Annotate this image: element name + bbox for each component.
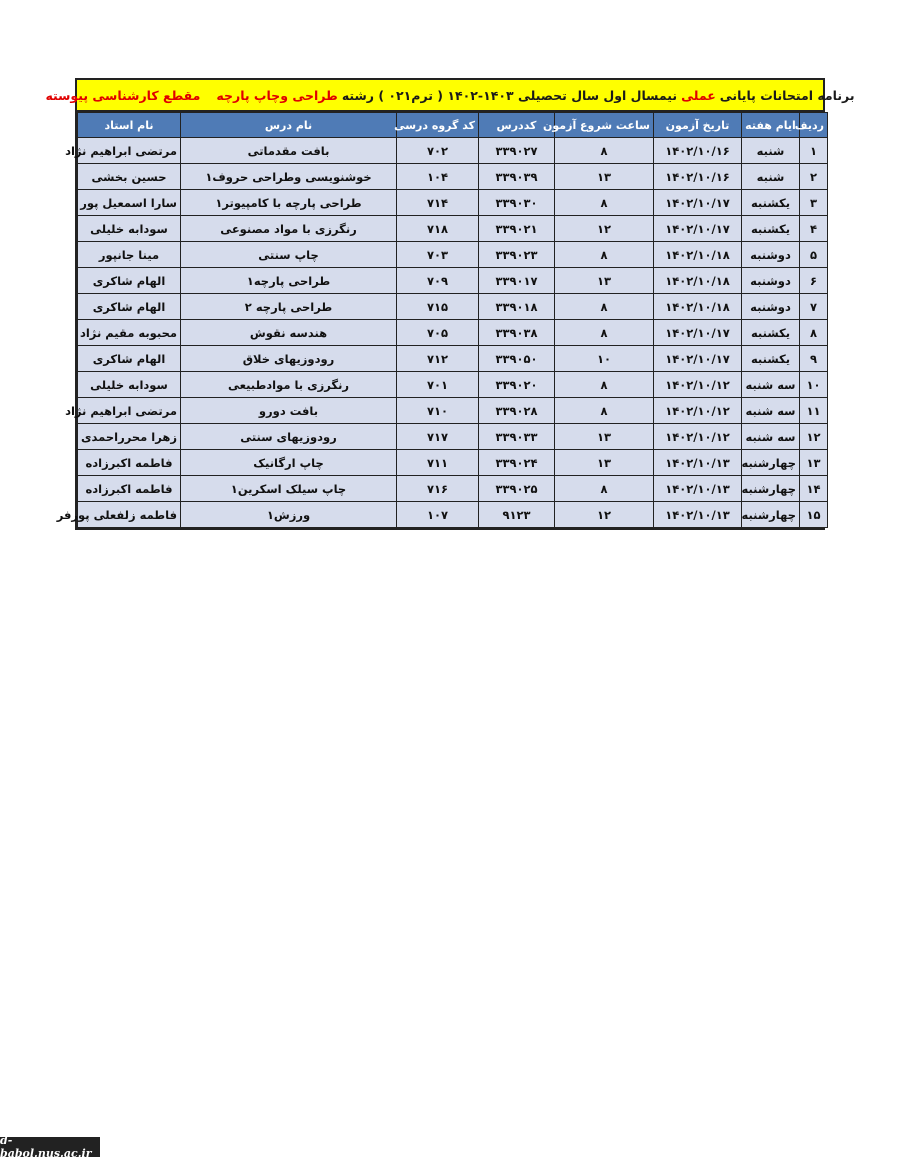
group-code-cell: ۷۱۱ [397,450,479,476]
course-code-cell: ۳۳۹۰۲۵ [479,476,555,502]
start-time-cell: ۱۰ [555,346,654,372]
course-code-cell: ۳۳۹۰۳۳ [479,424,555,450]
start-time-cell: ۸ [555,476,654,502]
course-code-cell: ۳۳۹۰۲۴ [479,450,555,476]
exam-date-cell: ۱۴۰۲/۱۰/۱۳ [654,476,742,502]
exam-table [56,112,828,528]
instructor-cell: سودابه خلیلی [78,216,181,242]
row-number-cell: ۴ [800,216,828,242]
row-number-cell: ۹ [800,346,828,372]
table-row [78,476,828,502]
row-number-cell: ۱۰ [800,372,828,398]
row-number-cell: ۱۳ [800,450,828,476]
course-name-cell: رنگرزی با مواد مصنوعی [181,216,397,242]
table-row [78,346,828,372]
weekday-cell: یکشنبه [742,190,800,216]
group-code-cell: ۷۰۵ [397,320,479,346]
table-row [78,216,828,242]
group-code-cell: ۷۱۰ [397,398,479,424]
exam-date-cell: ۱۴۰۲/۱۰/۱۶ [654,138,742,164]
weekday-cell: سه شنبه [742,424,800,450]
course-code-cell: ۳۳۹۰۲۱ [479,216,555,242]
table-body [56,138,828,528]
start-time-cell: ۱۲ [555,216,654,242]
instructor-cell: زهرا محرراحمدی [78,424,181,450]
start-time-cell: ۱۳ [555,450,654,476]
instructor-cell: فاطمه اکبرزاده [78,450,181,476]
instructor-cell: الهام شاکری [78,346,181,372]
schedule-title [45,80,855,112]
start-time-cell: ۸ [555,320,654,346]
start-time-cell: ۱۳ [555,268,654,294]
course-code-cell: ۳۳۹۰۳۰ [479,190,555,216]
row-number-cell: ۲ [800,164,828,190]
weekday-cell: چهارشنبه [742,476,800,502]
course-code-cell: ۳۳۹۰۲۷ [479,138,555,164]
title-part-5: مقطع کارشناسی پیوسته [45,87,201,103]
table-row [78,164,828,190]
start-time-cell: ۸ [555,372,654,398]
start-time-cell: ۱۳ [555,164,654,190]
group-code-cell: ۱۰۴ [397,164,479,190]
weekday-cell: یکشنبه [742,320,800,346]
exam-date-cell: ۱۴۰۲/۱۰/۱۲ [654,424,742,450]
exam-date-cell: ۱۴۰۲/۱۰/۱۸ [654,242,742,268]
exam-date-cell: ۱۴۰۲/۱۰/۱۲ [654,398,742,424]
title-part-2: عملی [681,87,716,103]
exam-date-cell: ۱۴۰۲/۱۰/۱۳ [654,502,742,528]
weekday-cell: دوشنبه [742,242,800,268]
course-name-cell: هندسه نقوش [181,320,397,346]
course-name-cell: چاپ سنتی [181,242,397,268]
start-time-cell: ۱۳ [555,424,654,450]
instructor-cell: فاطمه زلفعلی پورفر [78,502,181,528]
start-time-cell: ۸ [555,398,654,424]
course-code-cell: ۳۳۹۰۵۰ [479,346,555,372]
row-number-cell: ۷ [800,294,828,320]
start-time-cell: ۸ [555,138,654,164]
start-time-cell: ۸ [555,190,654,216]
course-name-cell: رودوزیهای سنتی [181,424,397,450]
course-name-cell: ورزش۱ [181,502,397,528]
weekday-cell: یکشنبه [742,346,800,372]
start-time-cell: ۸ [555,242,654,268]
instructor-cell: سودابه خلیلی [78,372,181,398]
group-code-cell: ۷۰۲ [397,138,479,164]
title-part-3: نیمسال اول سال تحصیلی ۱۴۰۳-۱۴۰۲ ( ترم۰۲۱ ) رشته [341,87,678,103]
col-header-course-name: نام درس [181,113,397,138]
course-name-cell: بافت مقدماتی [181,138,397,164]
row-number-cell: ۵ [800,242,828,268]
instructor-cell: فاطمه اکبرزاده [78,476,181,502]
table-row [78,294,828,320]
course-name-cell: طراحی پارچه۱ [181,268,397,294]
table-row [78,320,828,346]
group-code-cell: ۷۰۳ [397,242,479,268]
title-part-1: برنامه امتحانات پایانی [719,87,855,103]
weekday-cell: چهارشنبه [742,502,800,528]
group-code-cell: ۷۱۷ [397,424,479,450]
row-number-cell: ۱۴ [800,476,828,502]
group-code-cell: ۷۱۵ [397,294,479,320]
course-name-cell: خوشنویسی وطراحی حروف۱ [181,164,397,190]
table-row [78,190,828,216]
course-code-cell: ۳۳۹۰۳۹ [479,164,555,190]
exam-date-cell: ۱۴۰۲/۱۰/۱۳ [654,450,742,476]
group-code-cell: ۷۰۱ [397,372,479,398]
col-header-start-time: ساعت شروع آزمون [555,113,654,138]
instructor-cell: حسین بخشی [78,164,181,190]
table-row [78,242,828,268]
weekday-cell: چهارشنبه [742,450,800,476]
weekday-cell: شنبه [742,138,800,164]
weekday-cell: دوشنبه [742,294,800,320]
start-time-cell: ۱۲ [555,502,654,528]
table-row [78,138,828,164]
course-name-cell: طراحی پارچه با کامپیوتر۱ [181,190,397,216]
exam-date-cell: ۱۴۰۲/۱۰/۱۷ [654,346,742,372]
exam-date-cell: ۱۴۰۲/۱۰/۱۶ [654,164,742,190]
table-row [78,424,828,450]
row-number-cell: ۸ [800,320,828,346]
title-part-4: طراحی وچاپ پارچه [216,87,338,103]
row-number-cell: ۳ [800,190,828,216]
start-time-cell: ۸ [555,294,654,320]
course-code-cell: ۳۳۹۰۲۳ [479,242,555,268]
col-header-course-code: کددرس [479,113,555,138]
header-row [78,113,828,138]
course-code-cell: ۳۳۹۰۱۸ [479,294,555,320]
exam-date-cell: ۱۴۰۲/۱۰/۱۸ [654,268,742,294]
row-number-cell: ۶ [800,268,828,294]
group-code-cell: ۱۰۷ [397,502,479,528]
instructor-cell: الهام شاکری [78,294,181,320]
group-code-cell: ۷۰۹ [397,268,479,294]
weekday-cell: سه شنبه [742,398,800,424]
table-row [78,450,828,476]
weekday-cell: سه شنبه [742,372,800,398]
instructor-cell: مینا جانپور [78,242,181,268]
exam-schedule-sheet [45,78,855,530]
exam-date-cell: ۱۴۰۲/۱۰/۱۷ [654,216,742,242]
course-code-cell: ۳۳۹۰۳۸ [479,320,555,346]
table-row [78,372,828,398]
course-name-cell: بافت دورو [181,398,397,424]
table-row [78,398,828,424]
row-number-cell: ۱۲ [800,424,828,450]
weekday-cell: دوشنبه [742,268,800,294]
course-code-cell: ۹۱۲۳ [479,502,555,528]
group-code-cell: ۷۱۶ [397,476,479,502]
weekday-cell: یکشنبه [742,216,800,242]
exam-date-cell: ۱۴۰۲/۱۰/۱۸ [654,294,742,320]
weekday-cell: شنبه [742,164,800,190]
site-watermark: d-babol.nus.ac.ir [0,1137,100,1157]
exam-date-cell: ۱۴۰۲/۱۰/۱۲ [654,372,742,398]
col-header-row-number: ردیف [800,113,828,138]
col-header-exam-date: تاریخ آزمون [654,113,742,138]
course-name-cell: چاپ ارگانیک [181,450,397,476]
table-row [78,502,828,528]
course-code-cell: ۳۳۹۰۲۸ [479,398,555,424]
instructor-cell: الهام شاکری [78,268,181,294]
col-header-weekday: ایام هفته [742,113,800,138]
instructor-cell: مرتضی ابراهیم نژاد [78,398,181,424]
row-number-cell: ۱۵ [800,502,828,528]
table-row [78,268,828,294]
group-code-cell: ۷۱۸ [397,216,479,242]
group-code-cell: ۷۱۴ [397,190,479,216]
group-code-cell: ۷۱۲ [397,346,479,372]
instructor-cell: مرتضی ابراهیم نژاد [78,138,181,164]
exam-date-cell: ۱۴۰۲/۱۰/۱۷ [654,190,742,216]
instructor-cell: سارا اسمعیل پور [78,190,181,216]
course-code-cell: ۳۳۹۰۲۰ [479,372,555,398]
instructor-cell: محبوبه مقیم نژاد [78,320,181,346]
course-name-cell: رودوزیهای خلاق [181,346,397,372]
course-code-cell: ۳۳۹۰۱۷ [479,268,555,294]
course-name-cell: طراحی پارچه ۲ [181,294,397,320]
col-header-group-code: کد گروه درسی [397,113,479,138]
exam-date-cell: ۱۴۰۲/۱۰/۱۷ [654,320,742,346]
col-header-instructor: نام استاد [78,113,181,138]
course-name-cell: چاپ سیلک اسکرین۱ [181,476,397,502]
row-number-cell: ۱۱ [800,398,828,424]
course-name-cell: رنگرزی با موادطبیعی [181,372,397,398]
row-number-cell: ۱ [800,138,828,164]
